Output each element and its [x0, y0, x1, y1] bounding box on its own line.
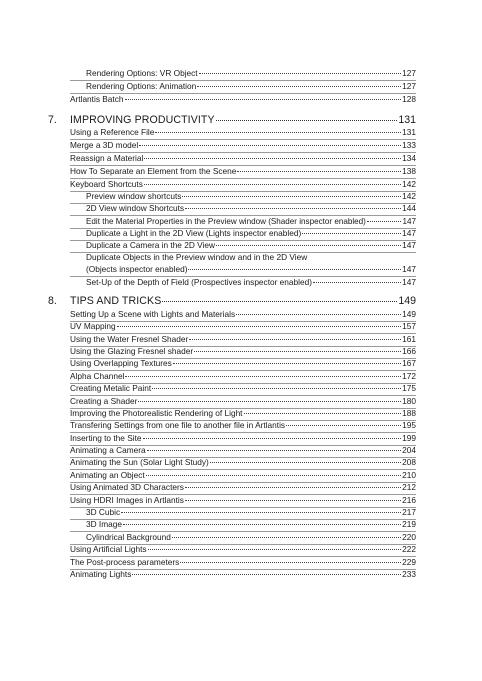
toc-entry-title: Using the Glazing Fresnel shader [70, 346, 194, 356]
toc-entry[interactable] [70, 166, 416, 177]
dot-leader [216, 245, 401, 246]
toc-entry-page: 147 [402, 277, 416, 287]
toc-entry-title: Duplicate Objects in the Preview window and in the 2D View [86, 252, 308, 262]
toc-entry-title: Rendering Options: VR Object [86, 68, 198, 78]
chapter-number: 8. [48, 295, 57, 307]
toc-entry-page: 199 [402, 433, 416, 443]
toc-entry-page: 133 [402, 140, 416, 150]
dot-leader [138, 401, 401, 402]
dot-leader [185, 208, 401, 209]
toc-entry[interactable] [70, 544, 416, 555]
toc-entry[interactable] [70, 470, 416, 481]
chapter-title: IMPROVING PRODUCTIVITY [70, 114, 215, 126]
toc-entry-page: 142 [402, 191, 416, 201]
toc-entry[interactable] [86, 203, 416, 214]
toc-entry-page: 134 [402, 153, 416, 163]
toc-entry-page: 216 [402, 495, 416, 505]
chapter-title: TIPS AND TRICKS [70, 295, 162, 307]
toc-entry-title: The Post-process parameters [70, 557, 180, 567]
toc-entry-page: 147 [402, 217, 416, 226]
dot-leader [139, 145, 401, 146]
toc-entry-page: 217 [402, 507, 416, 517]
toc-entry-page: 188 [402, 408, 416, 418]
toc-entry-title: Preview window shortcuts [86, 191, 182, 201]
toc-entry-page: 157 [402, 321, 416, 331]
toc-entry-title: Alpha Channel [70, 371, 125, 381]
toc-entry[interactable] [70, 408, 416, 419]
toc-entry[interactable] [70, 371, 416, 382]
toc-entry-title: Inserting to the Site [70, 433, 142, 443]
dot-leader [180, 562, 401, 563]
dot-leader [144, 158, 401, 159]
dot-leader [210, 462, 401, 463]
toc-entry[interactable] [86, 240, 416, 251]
toc-entry-title: Duplicate a Camera in the 2D View [86, 240, 215, 250]
toc-entry-page: 166 [402, 346, 416, 356]
dot-leader [148, 549, 402, 550]
toc-entry-title: Keyboard Shortcuts [70, 179, 143, 189]
toc-entry-page: 144 [402, 203, 416, 213]
toc-entry-page: 131 [402, 127, 416, 137]
toc-entry-title: Animating an Object [70, 470, 145, 480]
toc-entry-title: Using Animated 3D Characters [70, 482, 184, 492]
toc-entry-title: (Objects inspector enabled) [86, 264, 188, 274]
toc-entry-page: 233 [402, 569, 416, 579]
toc-entry-page: 204 [402, 445, 416, 455]
toc-entry-title: Creating a Shader [70, 396, 138, 406]
dot-leader [173, 363, 401, 364]
dot-leader [123, 524, 401, 525]
toc-entry[interactable] [86, 264, 416, 275]
dot-leader [286, 425, 401, 426]
toc-entry[interactable] [86, 519, 416, 530]
toc-entry-title: Merge a 3D model [70, 140, 139, 150]
toc-entry-page: 128 [402, 94, 416, 104]
toc-entry[interactable] [70, 383, 416, 394]
toc-entry-page: 195 [402, 420, 416, 430]
toc-entry-page: 147 [402, 240, 416, 250]
toc-entry-title: Using Artificial Lights [70, 544, 147, 554]
dot-leader [182, 196, 401, 197]
toc-entry-title: How To Separate an Element from the Scene [70, 166, 237, 176]
toc-entry-title: Using a Reference File [70, 127, 155, 137]
toc-entry-title: Creating Metalic Paint [70, 383, 152, 393]
toc-entry-title: Set-Up of the Depth of Field (Prospectives inspector enabled) [86, 277, 312, 287]
dot-leader [244, 413, 402, 414]
dot-leader [155, 132, 401, 133]
toc-entry[interactable] [86, 507, 416, 518]
toc-entry[interactable] [86, 228, 416, 239]
toc-entry-title: Animating the Sun (Solar Light Study) [70, 457, 209, 467]
toc-entry[interactable] [70, 140, 416, 151]
dot-leader [194, 351, 401, 352]
toc-entry-page: 167 [402, 358, 416, 368]
toc-entry-page: 149 [402, 309, 416, 319]
dot-leader [302, 233, 401, 234]
toc-entry-page: 210 [402, 470, 416, 480]
toc-entry[interactable] [70, 309, 416, 320]
toc-entry[interactable] [70, 321, 416, 332]
chapter-heading[interactable] [48, 295, 416, 308]
toc-entry[interactable] [70, 557, 416, 568]
toc-entry-title: UV Mapping [70, 321, 116, 331]
chapter-page: 149 [398, 295, 416, 307]
toc-entry-page: 142 [402, 179, 416, 189]
toc-entry-title: Edit the Material Properties in the Preview window (Shader inspector enabled) [86, 217, 366, 226]
toc-entry-title: 2D View window Shortcuts [86, 203, 185, 213]
toc-entry[interactable] [70, 457, 416, 468]
toc-entry-page: 172 [402, 371, 416, 381]
dot-leader [144, 184, 401, 185]
dot-leader [237, 171, 401, 172]
toc-entry[interactable] [70, 396, 416, 407]
toc-entry[interactable] [70, 179, 416, 190]
toc-entry-page: 208 [402, 457, 416, 467]
toc-entry[interactable] [86, 277, 416, 288]
dot-leader [152, 388, 401, 389]
chapter-page: 131 [398, 114, 416, 126]
toc-entry[interactable] [70, 569, 416, 580]
toc-entry-title: Duplicate a Light in the 2D View (Lights inspector enabled) [86, 228, 302, 238]
toc-entry-page: 222 [402, 544, 416, 554]
toc-entry-page: 229 [402, 557, 416, 567]
toc-entry-title: Using Overlapping Textures [70, 358, 172, 368]
toc-entry-page: 127 [402, 68, 416, 78]
dot-leader [188, 269, 401, 270]
dot-leader [367, 221, 402, 222]
toc-entry[interactable] [70, 482, 416, 493]
toc-entry-title: Improving the Photorealistic Rendering of Light [70, 408, 243, 418]
toc-entry[interactable] [70, 358, 416, 369]
dot-leader [125, 99, 402, 100]
toc-entry[interactable] [70, 420, 416, 431]
dot-leader [147, 450, 402, 451]
toc-entry-page: 127 [402, 81, 416, 91]
dot-leader [189, 339, 401, 340]
toc-entry[interactable] [70, 94, 416, 105]
dot-leader [146, 475, 401, 476]
toc-entry-page: 147 [402, 264, 416, 274]
dot-leader [132, 574, 401, 575]
dot-leader [172, 537, 401, 538]
chapter-number: 7. [48, 114, 57, 126]
toc-entry-page: 212 [402, 482, 416, 492]
toc-entry[interactable] [86, 532, 416, 543]
toc-entry[interactable] [70, 495, 416, 506]
toc-entry[interactable] [86, 191, 416, 202]
dot-leader [216, 120, 398, 121]
toc-entry-title: 3D Image [86, 519, 122, 529]
toc-entry[interactable] [86, 68, 416, 79]
toc-entry-title: Animating Lights [70, 569, 132, 579]
toc-entry[interactable] [86, 216, 416, 227]
toc-entry-page: 138 [402, 166, 416, 176]
dot-leader [313, 282, 401, 283]
toc-entry-page: 147 [402, 228, 416, 238]
toc-entry-page: 175 [402, 383, 416, 393]
toc-entry-title: Rendering Options: Animation [86, 81, 197, 91]
toc-entry[interactable] [70, 433, 416, 444]
chapter-heading[interactable] [48, 114, 416, 127]
toc-entry[interactable] [70, 153, 416, 164]
dot-leader [162, 301, 397, 302]
dot-leader [121, 512, 401, 513]
dot-leader [199, 73, 402, 74]
toc-entry-page: 161 [402, 334, 416, 344]
toc-entry-page: 220 [402, 532, 416, 542]
toc-entry-page: 180 [402, 396, 416, 406]
toc-entry-title: Artlantis Batch [70, 94, 124, 104]
toc-entry-title: Transfering Settings from one file to another file in Artlantis [70, 420, 286, 430]
toc-entry-title: Using the Water Fresnel Shader [70, 334, 189, 344]
dot-leader [197, 86, 401, 87]
toc-entry[interactable] [86, 81, 416, 92]
dot-leader [185, 500, 401, 501]
dot-leader [143, 438, 402, 439]
toc-entry[interactable] [70, 334, 416, 345]
toc-entry[interactable] [70, 346, 416, 357]
toc-entry[interactable] [70, 127, 416, 138]
toc-entry[interactable] [70, 445, 416, 456]
toc-entry-title: 3D Cubic [86, 507, 121, 517]
dot-leader [236, 314, 401, 315]
dot-leader [117, 326, 401, 327]
toc-entry-title: Reassign a Material [70, 153, 144, 163]
toc-entry-line1[interactable] [86, 252, 416, 263]
toc-entry-title: Using HDRI Images in Artlantis [70, 495, 184, 505]
dot-leader [185, 487, 401, 488]
toc-entry-title: Animating a Camera [70, 445, 146, 455]
toc-entry-title: Setting Up a Scene with Lights and Materials [70, 309, 236, 319]
toc-entry-title: Cylindrical Background [86, 532, 171, 542]
dot-leader [125, 376, 401, 377]
toc-entry-page: 219 [402, 519, 416, 529]
